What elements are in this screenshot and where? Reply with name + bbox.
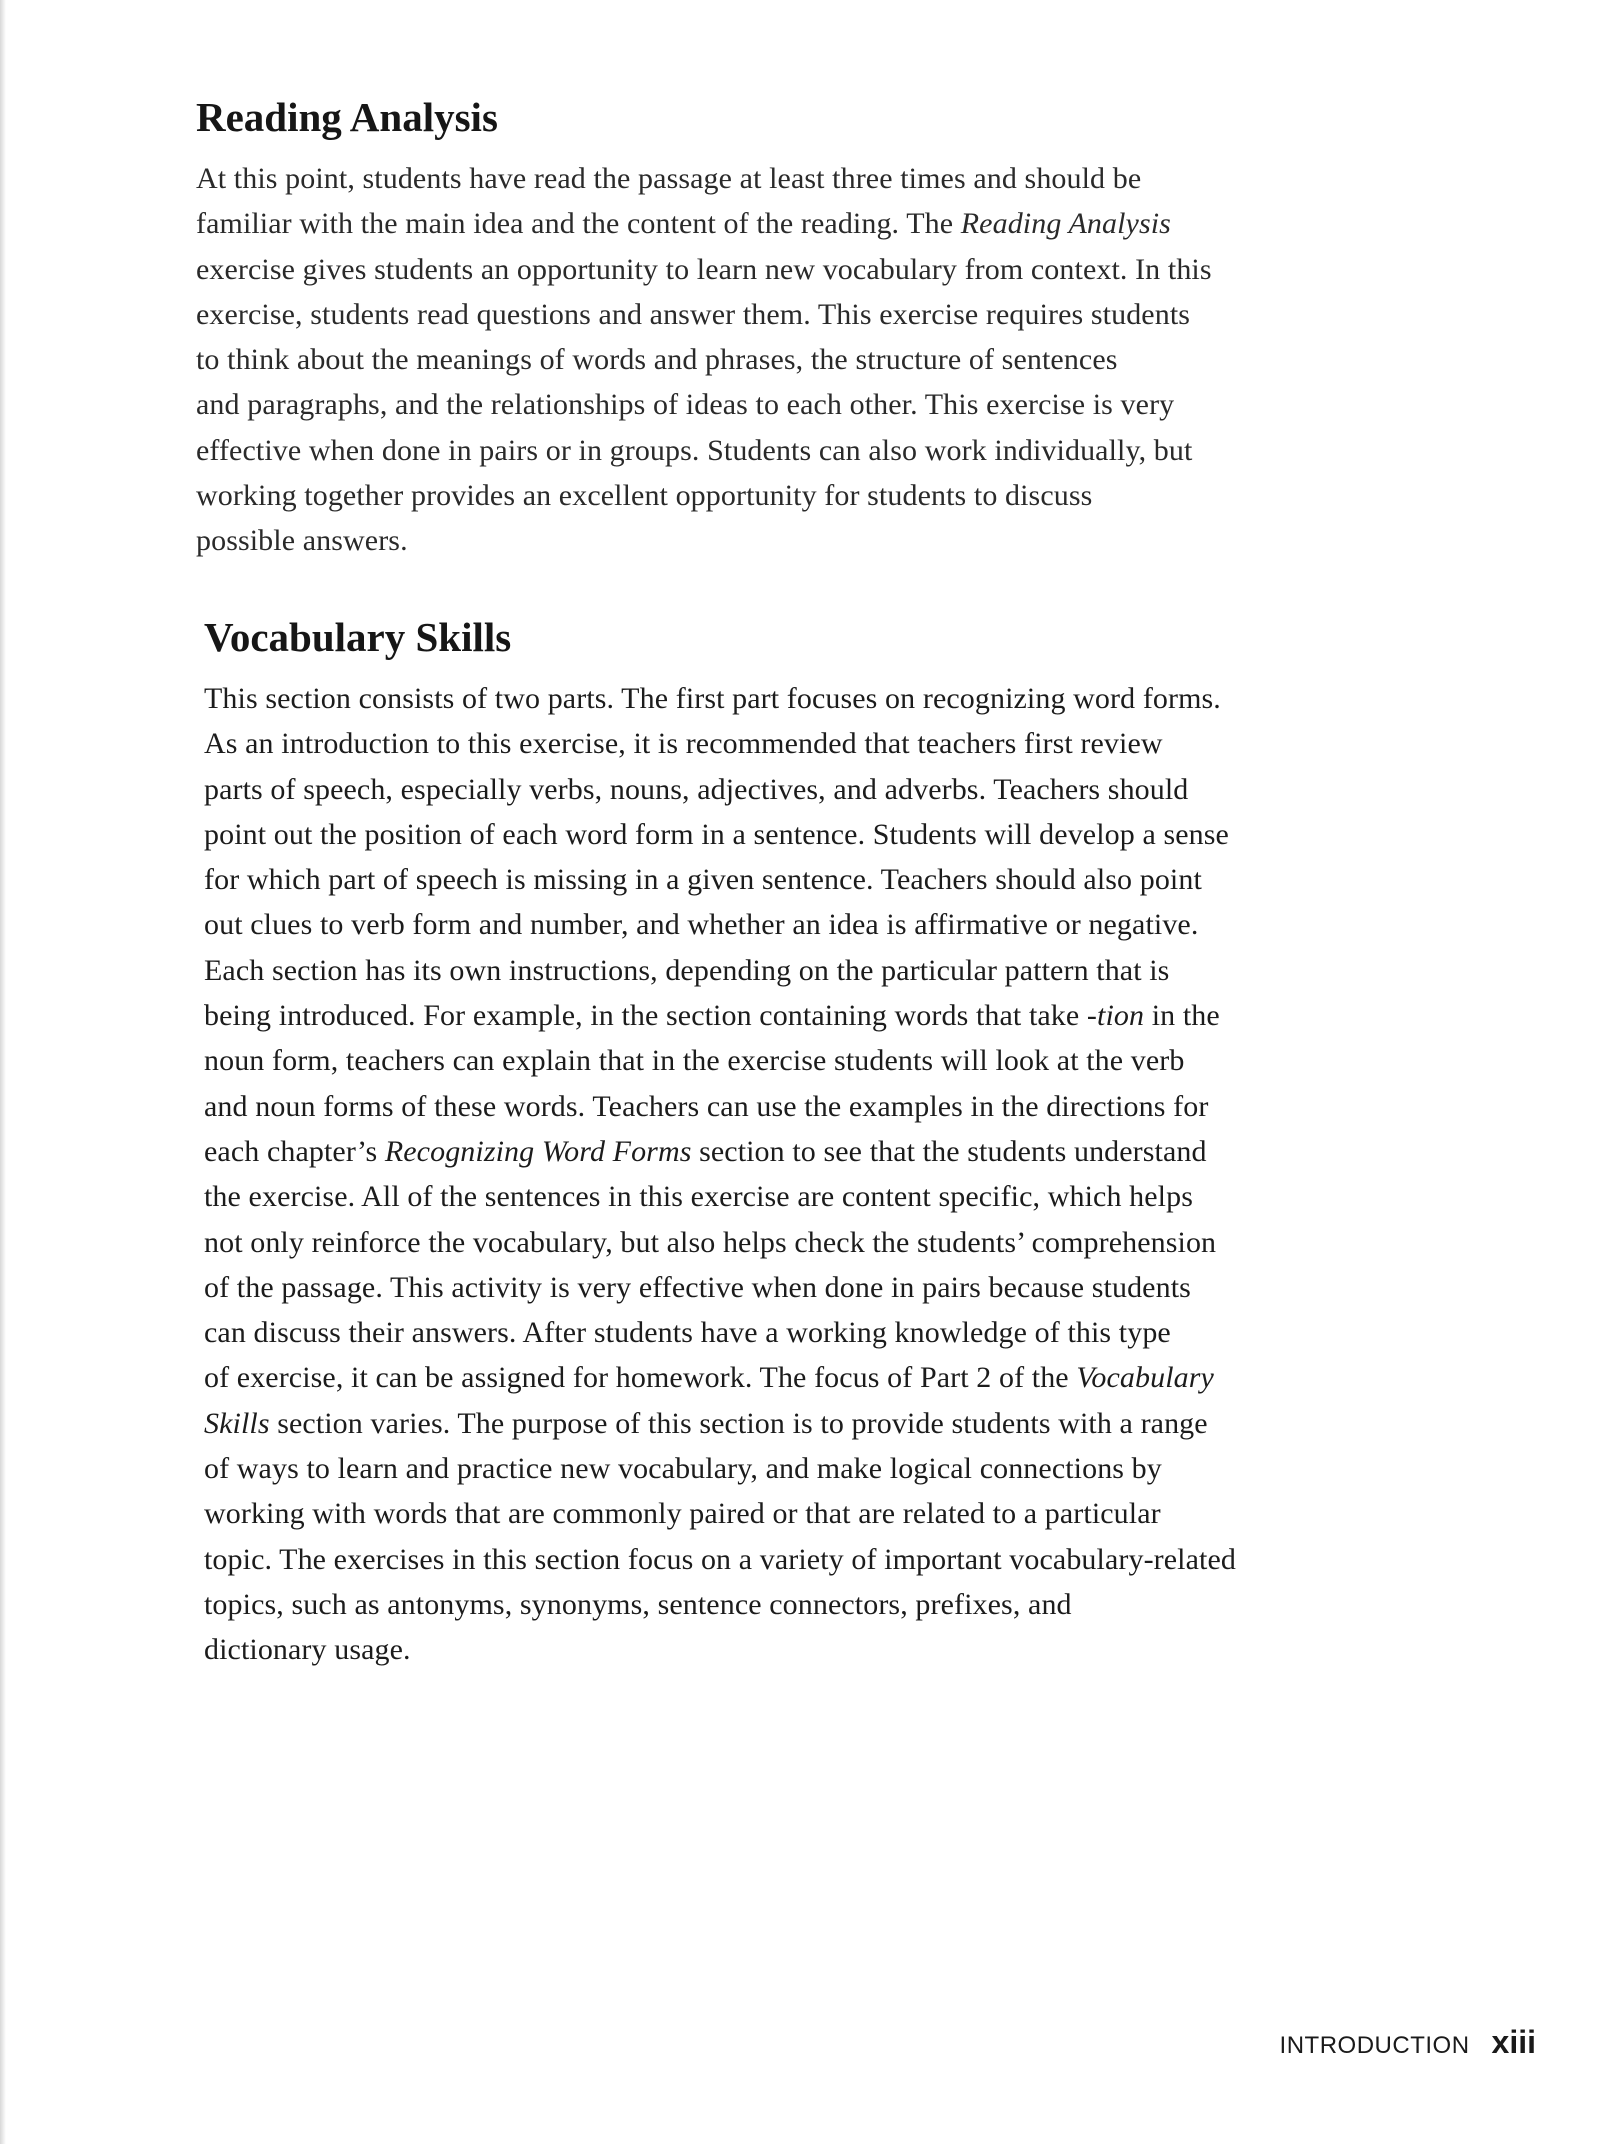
text-line: topics, such as antonyms, synonyms, sentence connectors, prefixes, and bbox=[204, 1587, 1072, 1621]
text-line: and paragraphs, and the relationships of ideas to each other. This exercise is very bbox=[196, 388, 1175, 422]
footer-section-label: INTRODUCTION bbox=[1279, 2032, 1470, 2059]
vocabulary-skills-heading: Vocabulary Skills bbox=[204, 614, 512, 660]
text-line: dictionary usage. bbox=[204, 1633, 411, 1667]
text-line: working with words that are commonly paired or that are related to a particular bbox=[204, 1497, 1161, 1531]
vocabulary-skills-body bbox=[204, 676, 1544, 1673]
text-line: of exercise, it can be assigned for homework. The focus of Part 2 of the Vocabulary bbox=[204, 1361, 1214, 1395]
text-line: to think about the meanings of words and phrases, the structure of sentences bbox=[196, 343, 1118, 377]
text-line: At this point, students have read the passage at least three times and should be bbox=[196, 162, 1142, 195]
text-line: effective when done in pairs or in groups. Students can also work individually, but bbox=[196, 433, 1193, 467]
text-line: noun form, teachers can explain that in the exercise students will look at the verb bbox=[204, 1044, 1185, 1078]
text-line: This section consists of two parts. The first part focuses on recognizing word forms. bbox=[204, 682, 1221, 715]
reading-analysis-section bbox=[196, 92, 1536, 564]
text-line: being introduced. For example, in the section containing words that take -tion in the bbox=[204, 999, 1220, 1033]
italic-term: -tion bbox=[1086, 999, 1145, 1033]
text-line: for which part of speech is missing in a given sentence. Teachers should also point bbox=[204, 863, 1202, 897]
text-line: familiar with the main idea and the content of the reading. The Reading Analysis bbox=[196, 207, 1171, 241]
italic-term: Recognizing Word Forms bbox=[384, 1134, 692, 1168]
text-line: Each section has its own instructions, depending on the particular pattern that is bbox=[204, 953, 1170, 987]
italic-term: Vocabulary bbox=[1076, 1361, 1214, 1395]
italic-term: Reading Analysis bbox=[960, 207, 1171, 241]
reading-analysis-heading: Reading Analysis bbox=[196, 94, 498, 140]
text-line: can discuss their answers. After students have a working knowledge of this type bbox=[204, 1316, 1171, 1350]
text-line: As an introduction to this exercise, it is recommended that teachers first review bbox=[204, 727, 1163, 761]
text-line: of the passage. This activity is very effective when done in pairs because students bbox=[204, 1270, 1191, 1304]
text-line: working together provides an excellent opportunity for students to discuss bbox=[196, 479, 1093, 513]
text-line: not only reinforce the vocabulary, but also helps check the students’ comprehension bbox=[204, 1225, 1217, 1259]
text-line: the exercise. All of the sentences in this exercise are content specific, which helps bbox=[204, 1180, 1193, 1214]
vocabulary-skills-section bbox=[204, 612, 1544, 1673]
italic-term: Skills bbox=[204, 1406, 270, 1440]
text-line: and noun forms of these words. Teachers can use the examples in the directions for bbox=[204, 1089, 1209, 1123]
text-line: point out the position of each word form in a sentence. Students will develop a sense bbox=[204, 817, 1229, 851]
text-line: possible answers. bbox=[196, 524, 408, 558]
page-number: xiii bbox=[1491, 2024, 1536, 2060]
text-line: topic. The exercises in this section focus on a variety of important vocabulary-related bbox=[204, 1542, 1236, 1576]
reading-analysis-body bbox=[196, 156, 1536, 564]
text-line: exercise gives students an opportunity to learn new vocabulary from context. In this bbox=[196, 252, 1212, 286]
text-line: of ways to learn and practice new vocabulary, and make logical connections by bbox=[204, 1452, 1162, 1486]
text-line: each chapter’s Recognizing Word Forms section to see that the students understand bbox=[204, 1134, 1207, 1168]
text-line: parts of speech, especially verbs, nouns, adjectives, and adverbs. Teachers should bbox=[204, 772, 1189, 806]
text-line: Skills section varies. The purpose of this section is to provide students with a range bbox=[204, 1406, 1208, 1440]
page-edge-shadow bbox=[0, 0, 6, 2144]
page-footer bbox=[1280, 2024, 1536, 2061]
text-line: out clues to verb form and number, and whether an idea is affirmative or negative. bbox=[204, 908, 1199, 942]
text-line: exercise, students read questions and answer them. This exercise requires students bbox=[196, 297, 1191, 331]
